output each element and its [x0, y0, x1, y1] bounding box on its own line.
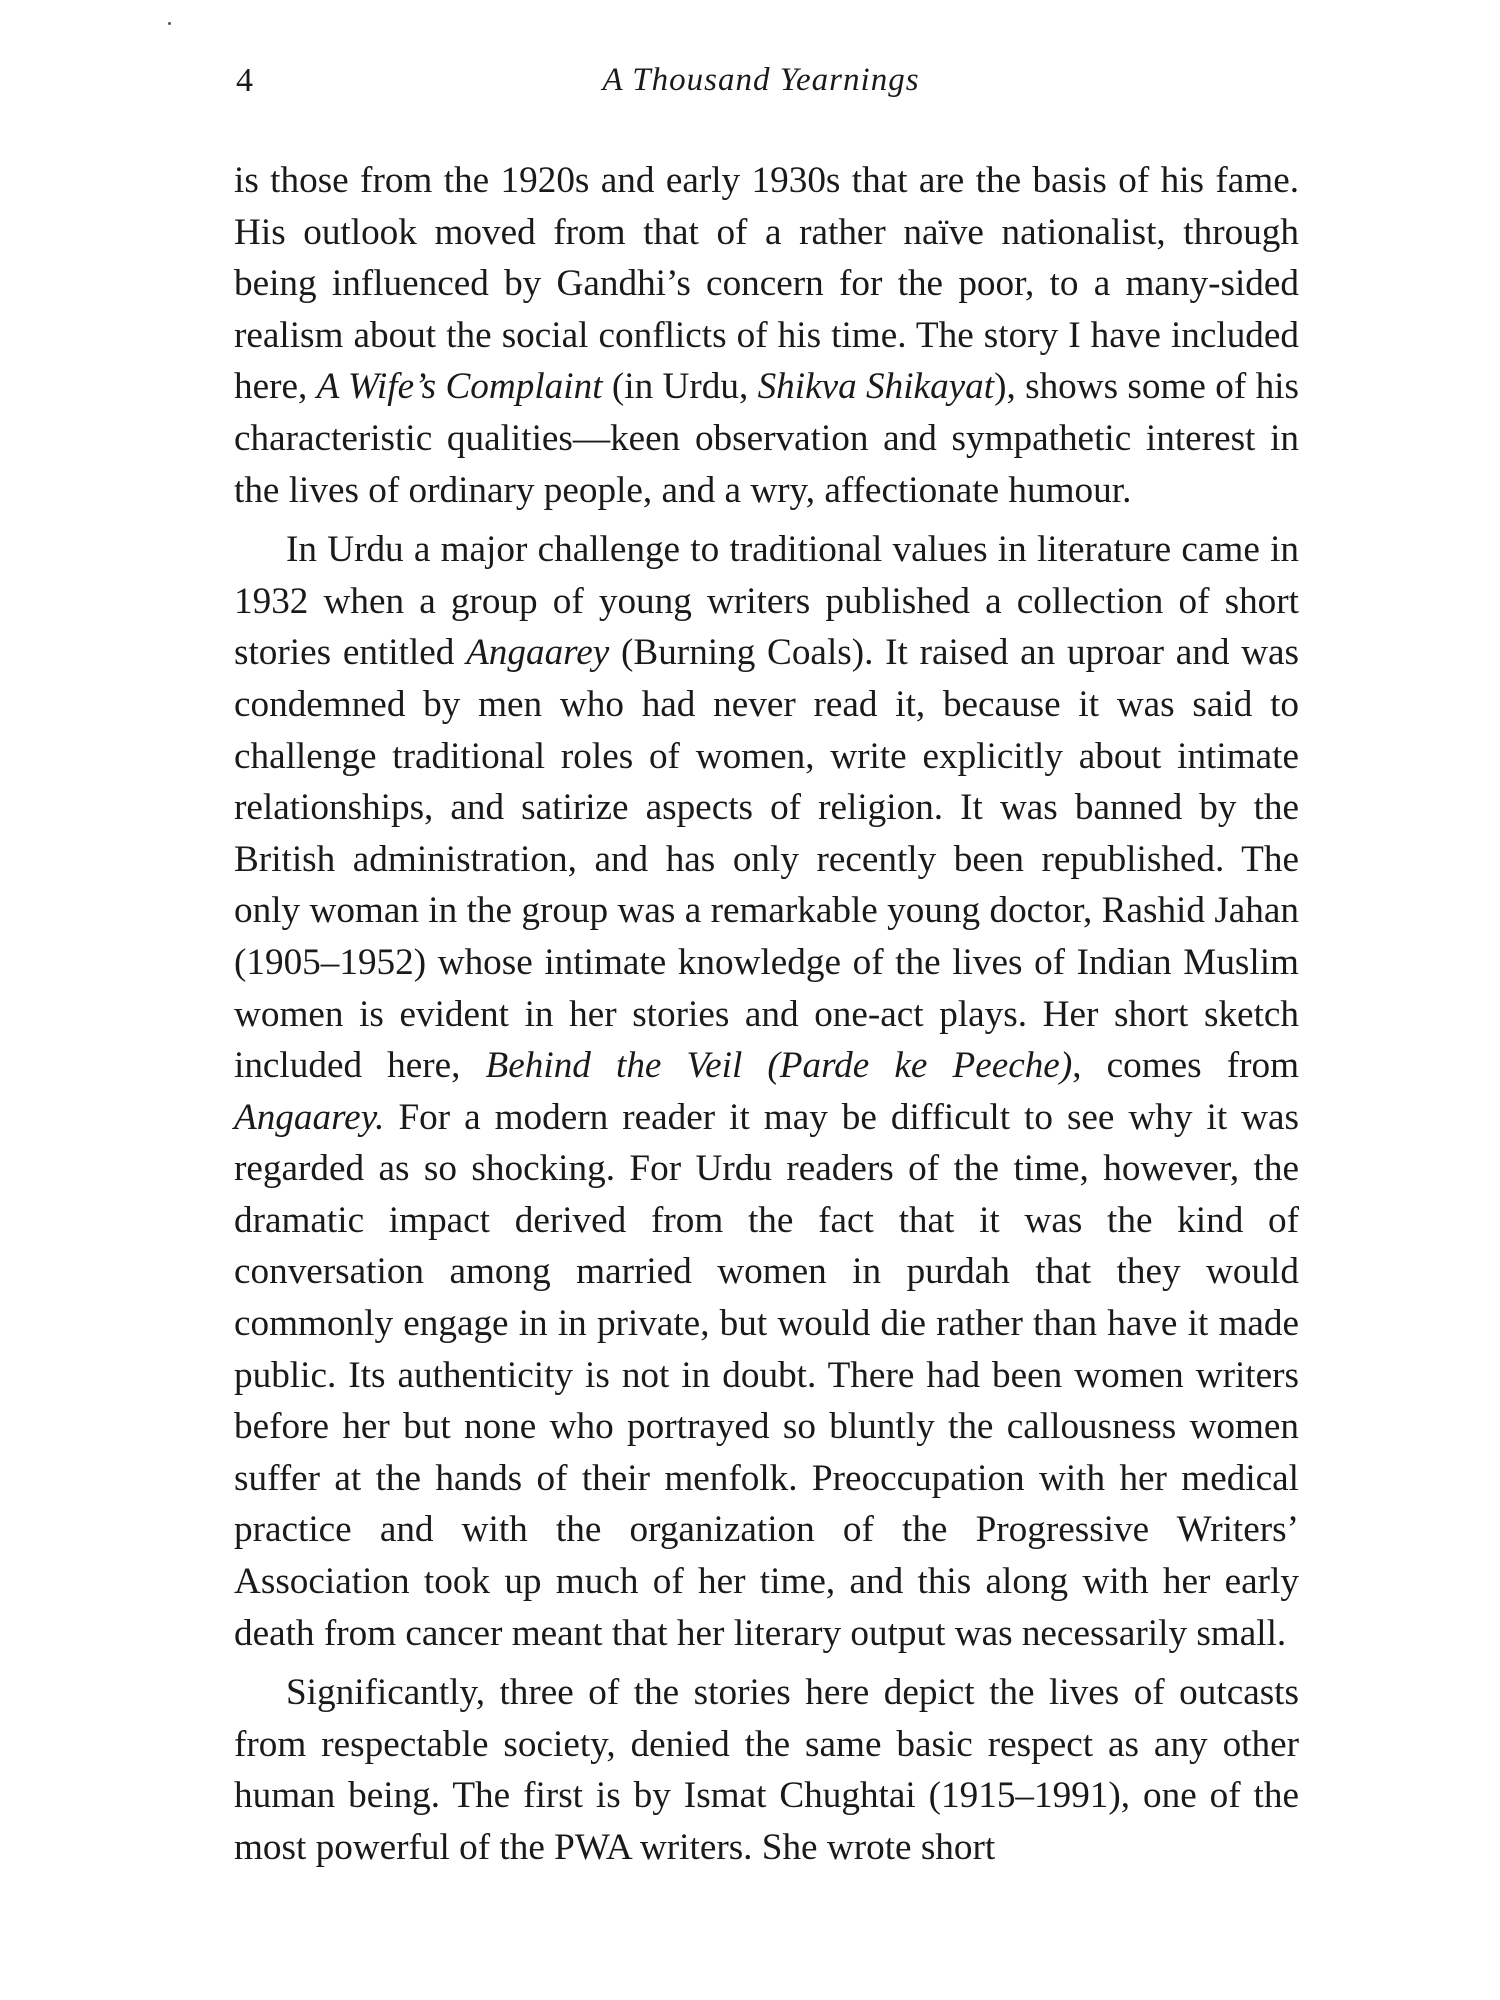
- paragraph-3: [234, 1667, 1299, 1873]
- italic-title-text: Angaarey.: [234, 1096, 385, 1138]
- paragraph-text: (in Urdu,: [602, 366, 758, 408]
- italic-title-text: Behind the Veil (Parde ke Peeche): [485, 1045, 1073, 1087]
- paragraph-2: [234, 524, 1299, 1659]
- paragraph-text: ), shows some of his characteristic qualities—keen observation and sympathetic interest in the lives of ordinary people, and a wry, affectionate humour.: [234, 366, 1299, 511]
- paragraph-text: Significantly, three of the stories here depict the lives of outcasts from respectable society, denied the same basic respect as any other human being. The first is by Ismat Chughtai (1915–1991), one of the most powerful of the PWA writers. She wrote short: [234, 1672, 1299, 1868]
- running-header: [236, 62, 1286, 112]
- paragraph-1: [234, 155, 1299, 516]
- paragraph-text: , comes from: [1072, 1045, 1299, 1087]
- italic-title-text: Shikva Shikayat: [757, 366, 995, 408]
- scan-speck: [168, 22, 171, 25]
- paragraph-text: is those from the 1920s and early 1930s that are the basis of his fame. His outlook moved from that of a rather naïve nationalist, through being influenced by Gandhi’s concern for the poor, to a many-sided realism about the social conflicts of his time. The story I have included here,: [234, 160, 1299, 408]
- italic-title-text: A Wife’s Complaint: [316, 366, 603, 408]
- italic-title-text: Angaarey: [466, 632, 610, 674]
- page-number: 4: [236, 62, 253, 99]
- running-title: A Thousand Yearnings: [602, 62, 920, 98]
- paragraph-text: In Urdu a major challenge to traditional values in literature came in 1932 when a group of young writers published a collection of short stories entitled: [234, 529, 1299, 674]
- body-text: [234, 155, 1299, 1874]
- paragraph-text: For a modern reader it may be difficult to see why it was regarded as so shocking. For Urdu readers of the time, however, the dramatic impact derived from the fact that it was the kind of conversation among married women in purdah that they would commonly engage in in private, but would die rather than have it made public. Its authenticity is not in doubt. There had been women writers before her but none who portrayed so bluntly the callousness women suffer at the hands of their menfolk. Preoccupation with her medical practice and with the organization of the Progressive Writers’ Association took up much of her time, and this along with her early death from cancer meant that her literary output was necessarily small.: [234, 1096, 1299, 1654]
- paragraph-text: (Burning Coals). It raised an uproar and was condemned by men who had never read it, because it was said to challenge traditional roles of women, write explicitly about intimate relationships, and satirize aspects of religion. It was banned by the British administration, and has only recently been republished. The only woman in the group was a remarkable young doctor, Rashid Jahan (1905–1952) whose intimate knowledge of the lives of Indian Muslim women is evident in her stories and one-act plays. Her short sketch included here,: [234, 632, 1300, 1087]
